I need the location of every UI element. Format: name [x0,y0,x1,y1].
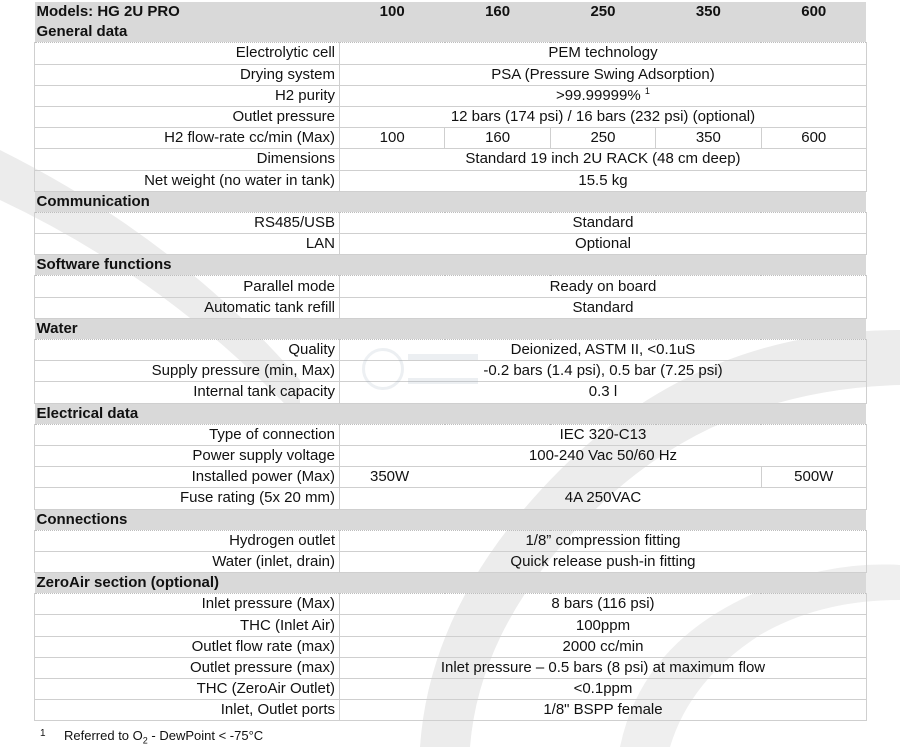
row-value: 100-240 Vac 50/60 Hz [340,445,867,466]
row-label: Automatic tank refill [35,297,340,318]
row-value: Inlet pressure – 0.5 bars (8 psi) at maximum flow [340,657,867,678]
row-label: Inlet, Outlet ports [35,700,340,721]
table-row [35,657,867,678]
row-label: Supply pressure (min, Max) [35,361,340,382]
row-label: THC (Inlet Air) [35,615,340,636]
model-250-header: 250 [550,2,655,22]
row-label: Fuse rating (5x 20 mm) [35,488,340,509]
power-value-low: 350W [340,467,762,488]
model-100-header: 100 [340,2,445,22]
row-value: 1/8” compression fitting [340,530,867,551]
table-row [35,85,867,106]
row-label: Dimensions [35,149,340,170]
row-value: 8 bars (116 psi) [340,594,867,615]
row-value: Standard [340,297,867,318]
row-label: RS485/USB [35,212,340,233]
row-label: Hydrogen outlet [35,530,340,551]
row-value: Standard [340,212,867,233]
row-value: <0.1ppm [340,679,867,700]
row-value: PEM technology [340,43,867,64]
table-row [35,106,867,127]
model-160-header: 160 [445,2,550,22]
row-label: H2 purity [35,85,340,106]
row-label: Parallel mode [35,276,340,297]
section-title: Electrical data [35,403,867,424]
table-row [35,297,867,318]
section-header-electrical [35,403,867,424]
table-row [35,551,867,572]
flow-value-350: 350 [656,128,761,149]
row-label: Installed power (Max) [35,467,340,488]
flow-value-600: 600 [761,128,866,149]
section-title: Communication [35,191,867,212]
row-label: Net weight (no water in tank) [35,170,340,191]
table-row [35,424,867,445]
table-row [35,445,867,466]
table-row [35,488,867,509]
table-row [35,636,867,657]
footnote-subscript: 2 [142,735,148,746]
purity-value: >99.99999% [556,86,641,104]
row-label: Inlet pressure (Max) [35,594,340,615]
row-label: LAN [35,234,340,255]
row-value: IEC 320-C13 [340,424,867,445]
flow-value-160: 160 [445,128,550,149]
section-header-water [35,318,867,339]
flow-value-100: 100 [340,128,445,149]
table-row [35,234,867,255]
row-label: Electrolytic cell [35,43,340,64]
table-row [35,615,867,636]
row-value: PSA (Pressure Swing Adsorption) [340,64,867,85]
row-label: Quality [35,340,340,361]
section-title: Water [35,318,867,339]
watermark-logo-icon [362,348,478,390]
table-row [35,64,867,85]
section-header-general [35,22,867,43]
table-row [35,594,867,615]
row-value: Quick release push-in fitting [340,551,867,572]
table-row [35,276,867,297]
row-label: Type of connection [35,424,340,445]
section-title: ZeroAir section (optional) [35,573,867,594]
models-title: Models: HG 2U PRO [35,2,340,22]
row-value: 4A 250VAC [340,488,867,509]
table-row [35,700,867,721]
row-value: Ready on board [340,276,867,297]
table-row [35,149,867,170]
table-row [35,43,867,64]
model-600-header: 600 [761,2,866,22]
power-value-high: 500W [761,467,866,488]
row-label: Drying system [35,64,340,85]
section-title: Connections [35,509,867,530]
row-value: 100ppm [340,615,867,636]
footnote-number: 1 [40,728,46,739]
row-label: Water (inlet, drain) [35,551,340,572]
footnote [40,728,264,746]
row-label: Internal tank capacity [35,382,340,403]
row-value: Optional [340,234,867,255]
table-row [35,128,867,149]
row-value: 1/8" BSPP female [340,700,867,721]
table-row [35,170,867,191]
table-header-row [35,2,867,22]
section-header-software [35,255,867,276]
section-title: General data [35,22,867,43]
section-header-communication [35,191,867,212]
row-label: Outlet flow rate (max) [35,636,340,657]
row-value: 15.5 kg [340,170,867,191]
row-value: -0.2 bars (1.4 psi), 0.5 bar (7.25 psi) [340,361,867,382]
row-value: 12 bars (174 psi) / 16 bars (232 psi) (optional) [340,106,867,127]
section-title: Software functions [35,255,867,276]
row-label: Outlet pressure [35,106,340,127]
row-value: 0.3 l [340,382,867,403]
row-label: Outlet pressure (max) [35,657,340,678]
footnote-text-after: - DewPoint < -75°C [147,728,264,743]
section-header-zeroair [35,573,867,594]
footnote-marker: 1 [644,85,650,96]
table-row [35,679,867,700]
flow-value-250: 250 [550,128,655,149]
row-label: THC (ZeroAir Outlet) [35,679,340,700]
row-value: Deionized, ASTM II, <0.1uS [340,340,867,361]
footnote-text-before: Referred to O [64,728,143,743]
row-value [340,85,867,106]
section-header-connections [35,509,867,530]
table-row [35,467,867,488]
row-label: H2 flow-rate cc/min (Max) [35,128,340,149]
row-label: Power supply voltage [35,445,340,466]
model-350-header: 350 [656,2,761,22]
table-row [35,530,867,551]
table-row [35,212,867,233]
row-value: Standard 19 inch 2U RACK (48 cm deep) [340,149,867,170]
row-value: 2000 cc/min [340,636,867,657]
